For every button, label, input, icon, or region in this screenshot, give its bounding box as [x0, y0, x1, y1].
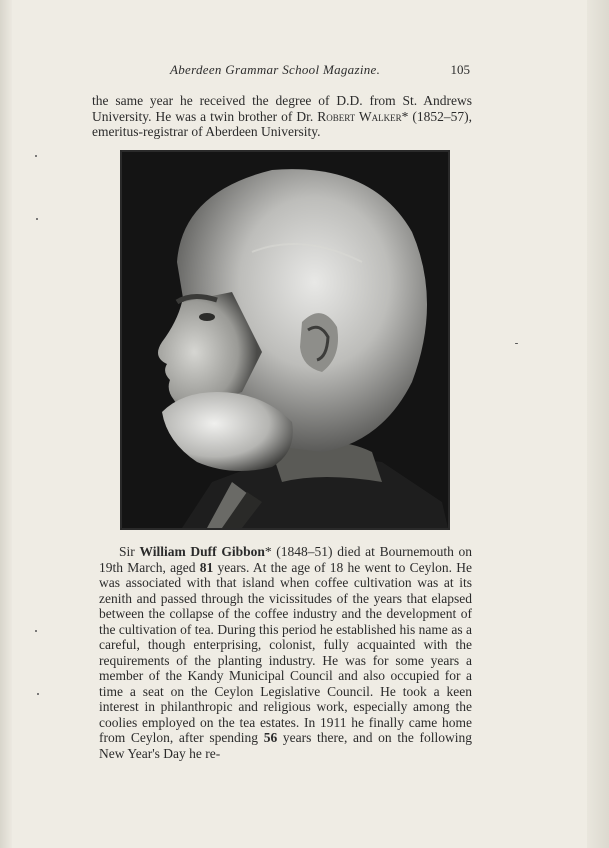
- page-number: 105: [450, 62, 470, 77]
- intro-text-2: * (1852–57), emeritus-registrar of Aberdeen University.: [92, 108, 472, 139]
- subject-name: William Duff Gibbon: [139, 544, 265, 559]
- page-speck: [36, 218, 38, 220]
- age-number: 81: [199, 559, 214, 575]
- portrait-illustration: [122, 152, 448, 528]
- page-header: [170, 62, 470, 80]
- intro-text-1: the same year he received the degree of D.D. from St. Andrews University. He was a twin brother of Dr.: [92, 93, 472, 124]
- bio-text-3: years there, and on the following New Year's Day he re-: [99, 730, 472, 761]
- running-title: Aberdeen Grammar School Magazine.: [170, 62, 381, 77]
- bio-text-1: * (1848–51) died at Bournemouth on 19th March, aged: [99, 544, 472, 575]
- biography-paragraph: [99, 544, 472, 761]
- page-speck: [515, 343, 518, 344]
- page-edge: [587, 0, 609, 848]
- intro-paragraph: [92, 93, 472, 140]
- page-binding-shadow: [0, 0, 12, 848]
- portrait-photo: [120, 150, 450, 530]
- years-number: 56: [263, 730, 278, 745]
- page-speck: [35, 630, 37, 632]
- bio-text-2: years. At the age of 18 he went to Ceylon. He was associated with that island when coffee cultivation was at its zenith and passed through the vicissitudes of the years that elapsed between the collapse of the coffee industry and the development of the cultivation of tea. During this period he established his name as a careful, though enterprising, colonist, fully acquainted with the requirements of the planting industry. He was for some years a member of the Kandy Municipal Council and also occupied for a time a seat on the Ceylon Legislative Council. He took a keen interest in philanthropic and religious work, especially among the coolies employed on the tea estates. In 1911 he finally came home from Ceylon, after spending: [99, 559, 473, 745]
- page-speck: [37, 693, 39, 695]
- person-name-small-caps: Robert Walker: [317, 108, 402, 124]
- bio-lead: Sir: [119, 544, 140, 559]
- page-speck: [35, 155, 37, 157]
